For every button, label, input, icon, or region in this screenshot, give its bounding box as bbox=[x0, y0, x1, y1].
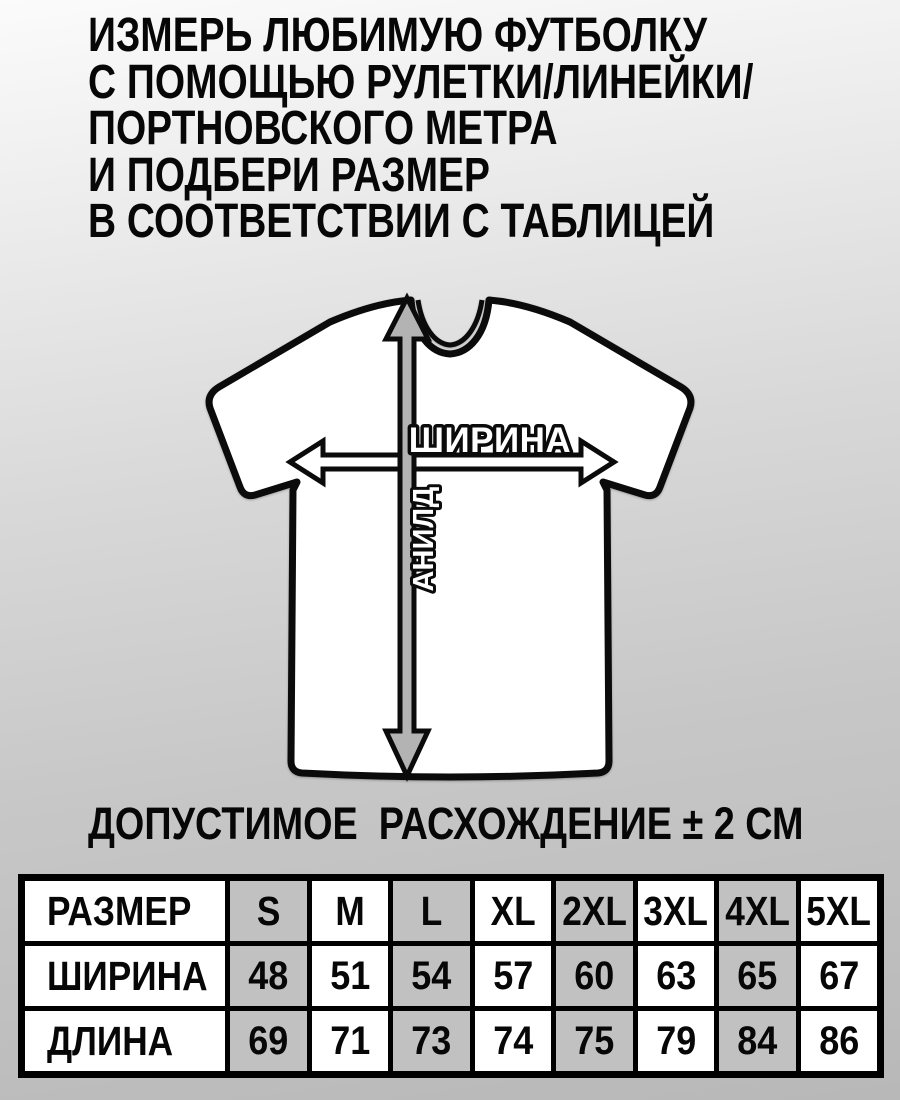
instruction-line-4: И ПОДБЕРИ РАЗМЕР bbox=[88, 148, 490, 202]
length-value: 79 bbox=[655, 1018, 696, 1063]
table-cell bbox=[638, 946, 715, 1006]
header-size-s: S bbox=[256, 887, 281, 934]
table-cell bbox=[801, 1011, 878, 1071]
size-table-header-cell bbox=[475, 881, 552, 941]
header-size-3xl: 3XL bbox=[643, 887, 709, 934]
width-value: 57 bbox=[492, 953, 533, 998]
instruction-line-2: С ПОМОЩЬЮ РУЛЕТКИ/ЛИНЕЙКИ/ bbox=[88, 55, 754, 109]
size-table-header-cell bbox=[638, 881, 715, 941]
header-size-2xl: 2XL bbox=[561, 887, 627, 934]
length-value: 69 bbox=[248, 1018, 289, 1063]
row-label-width: ШИРИНА bbox=[47, 952, 208, 999]
instruction-line-1: ИЗМЕРЬ ЛЮБИМУЮ ФУТБОЛКУ bbox=[88, 9, 708, 62]
table-cell bbox=[230, 1011, 307, 1071]
table-cell bbox=[556, 1011, 633, 1071]
header-size-xl: XL bbox=[490, 887, 536, 934]
size-table-row-label bbox=[25, 1011, 225, 1071]
tshirt-outline bbox=[209, 300, 691, 777]
length-value: 84 bbox=[737, 1018, 778, 1063]
table-cell bbox=[312, 946, 389, 1006]
size-table-header-cell bbox=[719, 881, 796, 941]
length-value: 75 bbox=[574, 1018, 615, 1063]
length-value: 73 bbox=[411, 1018, 452, 1063]
header-size-l: L bbox=[420, 887, 443, 934]
size-table-header-cell bbox=[25, 881, 225, 941]
width-value: 67 bbox=[818, 953, 859, 998]
header-size-m: M bbox=[335, 887, 365, 934]
width-label: ШИРИНА bbox=[408, 421, 572, 460]
table-cell bbox=[475, 1011, 552, 1071]
size-table bbox=[18, 874, 884, 1078]
header-size-label: РАЗМЕР bbox=[47, 887, 192, 934]
length-value: 86 bbox=[818, 1018, 859, 1063]
width-value: 63 bbox=[655, 953, 696, 998]
size-table-header-cell bbox=[312, 881, 389, 941]
instruction-line-5: В СООТВЕТСТВИИ С ТАБЛИЦЕЙ bbox=[88, 195, 715, 248]
size-table-header-cell bbox=[801, 881, 878, 941]
length-label-letter: Н bbox=[408, 549, 440, 571]
size-table-header-cell bbox=[556, 881, 633, 941]
width-value: 48 bbox=[248, 953, 289, 998]
width-value: 60 bbox=[574, 953, 615, 998]
length-label-letter: Л bbox=[408, 507, 440, 529]
instructions-text bbox=[88, 9, 900, 248]
header-size-5xl: 5XL bbox=[806, 887, 872, 934]
tshirt-diagram-svg bbox=[178, 283, 723, 783]
length-label-letter: А bbox=[408, 570, 440, 592]
length-value: 74 bbox=[492, 1018, 533, 1063]
size-table-row-label bbox=[25, 946, 225, 1006]
instruction-line-3: ПОРТНОВСКОГО МЕТРА bbox=[88, 102, 558, 155]
length-label bbox=[408, 486, 440, 591]
length-label-letter: Д bbox=[408, 486, 440, 508]
width-value: 51 bbox=[329, 953, 370, 998]
length-label-letter: И bbox=[408, 528, 440, 550]
table-cell bbox=[556, 946, 633, 1006]
length-value: 71 bbox=[329, 1018, 370, 1063]
table-cell bbox=[393, 946, 470, 1006]
tshirt-measurement-diagram bbox=[178, 283, 723, 783]
table-cell bbox=[638, 1011, 715, 1071]
table-cell bbox=[801, 946, 878, 1006]
width-value: 54 bbox=[411, 953, 452, 998]
table-cell bbox=[475, 946, 552, 1006]
size-table-header-cell bbox=[230, 881, 307, 941]
table-cell bbox=[393, 1011, 470, 1071]
tolerance-note: ДОПУСТИМОЕ РАСХОЖДЕНИЕ ± 2 СМ bbox=[88, 798, 804, 849]
table-cell bbox=[230, 946, 307, 1006]
header-size-4xl: 4XL bbox=[724, 887, 790, 934]
table-cell bbox=[719, 1011, 796, 1071]
width-value: 65 bbox=[737, 953, 778, 998]
table-cell bbox=[312, 1011, 389, 1071]
row-label-length: ДЛИНА bbox=[47, 1017, 174, 1064]
table-cell bbox=[719, 946, 796, 1006]
size-table-header-cell bbox=[393, 881, 470, 941]
